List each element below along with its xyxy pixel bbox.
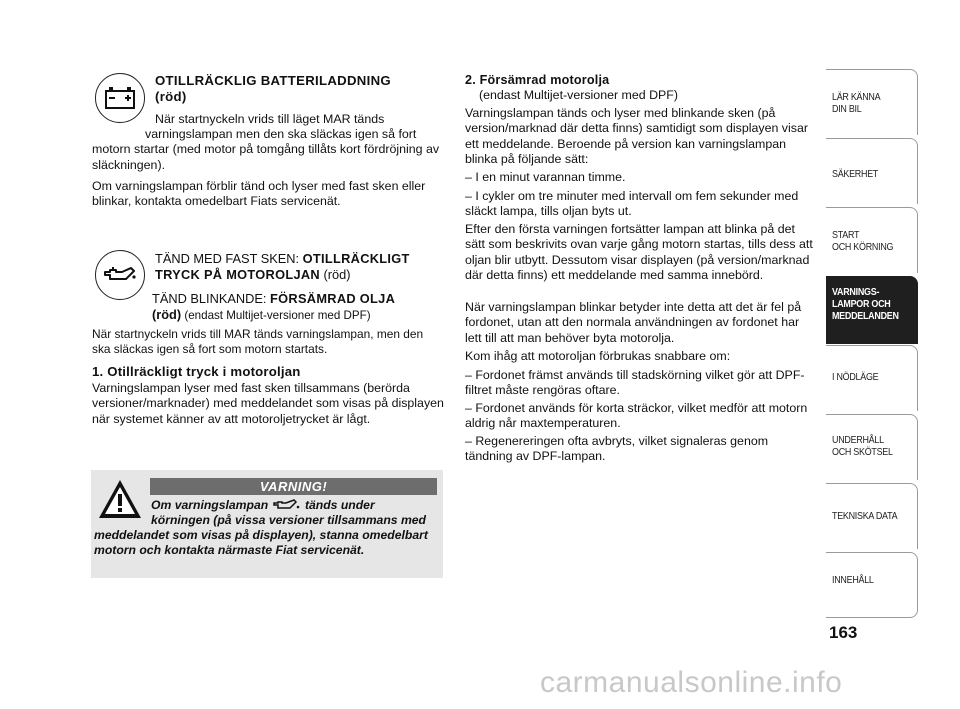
battery-title: OTILLRÄCKLIG BATTERILADDNING (röd) (155, 73, 391, 104)
battery-para1: varningslampan men den ska släckas igen så fort motorn startar (med motor på tomgång tillåts kort fördröjning av släckningen). (92, 127, 440, 172)
oil-can-icon-inline (272, 498, 302, 510)
nav-label: TEKNISKA DATA (832, 511, 898, 522)
right-b1: – I en minut varannan timme. (465, 170, 626, 184)
battery-icon-frame (95, 73, 145, 123)
right-b5: – Regenereringen ofta avbryts, vilket signaleras genom tändning av DPF-lampan. (465, 434, 769, 464)
nav-label: START OCH KÖRNING (832, 230, 894, 253)
oil-section1-text: Varningslampan lyser med fast sken tillsammans (berörda versioner/marknader) med meddelandet som visas på displayen när systemet känner av att motoroljetrycket är lågt. (92, 381, 444, 426)
oil-steady-text: TÄND MED FAST SKEN: OTILLRÄCKLIGT TRYCK PÅ MOTOROLJAN (röd) (155, 251, 410, 282)
nav-tab-start[interactable] (826, 207, 918, 273)
nav-tab-innehall[interactable] (826, 552, 918, 618)
nav-label: UNDERHÅLL OCH SKÖTSEL (832, 435, 893, 458)
warning-line1: Om varningslampan tänds under (151, 498, 375, 512)
watermark: carmanualsonline.info (540, 666, 843, 699)
oil-icon-frame (95, 250, 145, 300)
nav-tab-varningslampor[interactable] (826, 276, 918, 344)
oil-section1-title: 1. Otillräckligt tryck i motoroljan (92, 364, 301, 379)
right-b2: – I cykler om tre minuter med intervall om fem sekunder med släckt lampa, tills oljan byts ut. (465, 189, 799, 219)
nav-tab-sakerhet[interactable] (826, 138, 918, 204)
right-title: 2. Försämrad motorolja (465, 73, 610, 87)
nav-label: INNEHÅLL (832, 575, 874, 586)
right-subtitle: (endast Multijet-versioner med DPF) (479, 88, 679, 102)
oil-blink-text: TÄND BLINKANDE: FÖRSÄMRAD OLJA (röd) (endast Multijet-versioner med DPF) (152, 291, 396, 322)
right-p4: Kom ihåg att motoroljan förbrukas snabbare om: (465, 349, 731, 363)
nav-tab-nodlage[interactable] (826, 345, 918, 411)
nav-tab-lar-kanna[interactable] (826, 69, 918, 135)
right-b3: – Fordonet främst används till stadskörning vilket gör att DPF-filtret måste rengöras oftare. (465, 368, 805, 398)
battery-para1-indent: När startnyckeln vrids till läget MAR tänds (155, 112, 385, 126)
oil-intro: När startnyckeln vrids till MAR tänds varningslampan, men den ska släckas igen så fort som motorn startats. (92, 327, 424, 357)
nav-label: VARNINGS- LAMPOR OCH MEDDELANDEN (832, 287, 899, 322)
warning-text: körningen (på vissa versioner tillsammans med meddelandet som visas på displayen), stanna omedelbart motorn och kontakta närmaste Fiat servicenät. (94, 513, 428, 558)
right-p3: När varningslampan blinkar betyder inte detta att det är fel på fordonet, utan att den normala användningen av fordonet har lett till att man behöver byta motorolja. (465, 300, 802, 345)
nav-label: I NÖDLÄGE (832, 372, 879, 383)
nav-tab-tekniska-data[interactable] (826, 483, 918, 549)
right-b4: – Fordonet används för korta sträckor, vilket medför att motorn aldrig når maxtemperaturen. (465, 401, 808, 431)
page-number: 163 (829, 623, 858, 642)
battery-icon (96, 74, 144, 122)
warning-label: VARNING! (150, 478, 437, 495)
right-p2: Efter den första varningen fortsätter lampan att blinka på det sätt som beskrivits ovan varje gång motorn startas, tills dess att oljan blir utbytt. Dessutom visar displayen (på version/marknad där detta finns) ett meddelande med samma innebörd. (465, 222, 813, 283)
battery-para2: Om varningslampan förblir tänd och lyser med fast sken eller blinkar, kontakta omedelbart Fiats servicenät. (92, 179, 426, 209)
nav-tab-underhall[interactable] (826, 414, 918, 480)
nav-label: SÄKERHET (832, 169, 879, 180)
right-p1: Varningslampan tänds och lyser med blinkande sken (på version/marknad där detta finns) samtidigt som displayen visar ett meddelande. Beroende på version kan varningslampan blinka på följande sätt: (465, 106, 808, 167)
nav-label: LÄR KÄNNA DIN BIL (832, 92, 881, 115)
oil-can-icon (96, 251, 144, 299)
